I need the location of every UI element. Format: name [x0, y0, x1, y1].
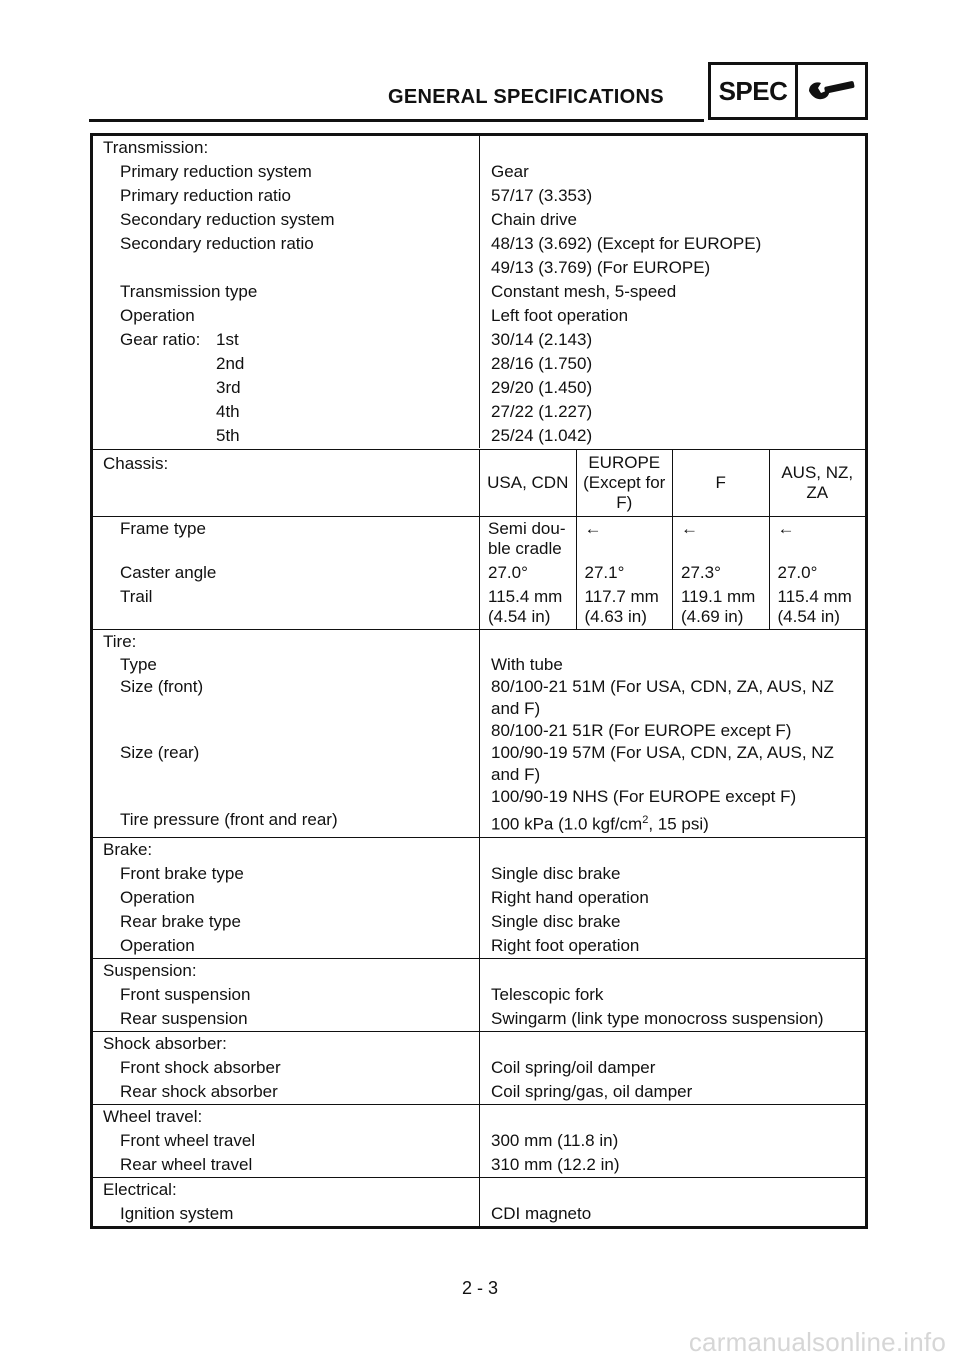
spec-label: Operation — [93, 934, 480, 958]
spec-label: Rear shock absorber — [93, 1080, 480, 1104]
spec-label: Frame type — [93, 517, 480, 561]
spec-label: Front suspension — [93, 983, 480, 1007]
section-heading: Transmission: — [93, 136, 480, 160]
section-heading: Wheel travel: — [93, 1105, 480, 1129]
page-number: 2 - 3 — [461, 1278, 499, 1298]
region-column-header: EUROPE (Except for F) — [577, 450, 674, 516]
spec-value: 310 mm (12.2 in) — [491, 1154, 620, 1174]
spec-badge — [708, 62, 868, 120]
spec-label: Front brake type — [93, 862, 480, 886]
header-rule — [89, 119, 704, 122]
gear-value: 25/24 (1.042) — [491, 426, 593, 445]
watermark: carmanualsonline.info — [688, 1327, 946, 1357]
chassis-section — [93, 449, 865, 629]
spec-row — [93, 1129, 865, 1153]
spec-label: Transmission type — [93, 280, 480, 304]
spec-value: Chain drive — [491, 210, 577, 229]
spec-label: Operation — [93, 886, 480, 910]
gear-value: 28/16 (1.750) — [491, 354, 593, 373]
spec-value: 100/90-19 NHS (For EUROPE except F) — [491, 787, 797, 806]
gear-value: 27/22 (1.227) — [491, 402, 593, 421]
chassis-row — [93, 585, 865, 629]
gear-label: 5th — [216, 426, 240, 445]
spec-value: 27.0° — [777, 563, 818, 582]
spec-value: Coil spring/gas, oil damper — [491, 1081, 693, 1101]
gear-value: 30/14 (2.143) — [491, 330, 593, 349]
wheel-travel-section — [93, 1104, 865, 1177]
spec-row — [93, 208, 865, 232]
gear-row — [93, 424, 865, 448]
spec-row — [93, 232, 865, 256]
spec-row — [93, 256, 865, 280]
spec-row — [93, 934, 865, 958]
section-heading-row — [93, 838, 865, 862]
spec-row — [93, 742, 865, 786]
spec-table — [90, 133, 868, 1229]
spec-value: Telescopic fork — [491, 984, 604, 1004]
spec-value: ← — [673, 517, 770, 561]
spec-row — [93, 862, 865, 886]
spec-value: Swingarm (link type monocross suspension) — [491, 1008, 824, 1028]
section-heading-row — [93, 1105, 865, 1129]
spec-value: 57/17 (3.353) — [491, 186, 593, 205]
spec-value: 49/13 (3.769) (For EUROPE) — [491, 258, 711, 277]
spec-row — [93, 910, 865, 934]
transmission-section — [93, 136, 865, 449]
spec-value: ← — [777, 519, 795, 538]
region-column-header: F — [673, 450, 770, 516]
spec-value: Single disc brake — [491, 911, 621, 931]
spec-label: Size (rear) — [93, 742, 480, 786]
spec-value: 115.4 mm (4.54 in) — [777, 587, 852, 626]
spec-row — [93, 280, 865, 304]
section-heading: Chassis: — [93, 450, 480, 516]
section-heading-row — [93, 630, 865, 653]
spec-value: Coil spring/oil damper — [491, 1057, 656, 1077]
spec-row — [93, 184, 865, 208]
region-column-header: AUS, NZ, ZA — [781, 463, 854, 502]
spec-label: Rear brake type — [93, 910, 480, 934]
gear-ratio-label: Gear ratio: — [120, 330, 201, 349]
spec-badge-label: SPEC — [711, 65, 798, 117]
gear-row — [93, 376, 865, 400]
chassis-row — [93, 561, 865, 585]
chassis-header-row — [93, 450, 865, 517]
gear-label: 1st — [216, 330, 239, 349]
spec-value: 27.1° — [577, 561, 674, 585]
gear-label: 3rd — [216, 378, 241, 397]
spec-row — [93, 886, 865, 910]
spec-row — [93, 1007, 865, 1031]
spec-row — [93, 676, 865, 720]
spec-label: Rear wheel travel — [93, 1153, 480, 1177]
gear-label: 2nd — [216, 354, 245, 373]
section-heading: Electrical: — [93, 1178, 480, 1202]
spec-label: Ignition system — [93, 1202, 480, 1226]
gear-value: 29/20 (1.450) — [491, 378, 593, 397]
spec-label: Type — [93, 653, 480, 676]
section-heading-row — [93, 959, 865, 983]
section-heading-row — [93, 1178, 865, 1202]
suspension-section — [93, 958, 865, 1031]
section-heading-row — [93, 136, 865, 160]
spec-label: Size (front) — [93, 676, 480, 720]
tire-section — [93, 629, 865, 837]
spec-value: CDI magneto — [491, 1203, 592, 1223]
spec-value: 27.0° — [480, 561, 577, 585]
spec-row — [93, 1056, 865, 1080]
spec-label: Tire pressure (front and rear) — [93, 808, 480, 837]
spec-label: Operation — [93, 304, 480, 328]
wrench-icon — [798, 65, 865, 117]
spec-value: Right hand operation — [491, 887, 649, 907]
spec-row — [93, 304, 865, 328]
spec-value: Gear — [491, 162, 529, 181]
spec-label: Primary reduction ratio — [93, 184, 480, 208]
chassis-row — [93, 517, 865, 561]
spec-value: Semi dou-ble cradle — [480, 517, 577, 561]
spec-row — [93, 983, 865, 1007]
spec-label: Secondary reduction ratio — [93, 232, 480, 256]
electrical-section — [93, 1177, 865, 1226]
spec-row — [93, 1202, 865, 1226]
spec-label — [93, 720, 480, 742]
gear-row — [93, 328, 865, 352]
spec-value: 117.7 mm (4.63 in) — [577, 585, 674, 629]
shock-absorber-section — [93, 1031, 865, 1104]
gear-row — [93, 352, 865, 376]
gear-label: 4th — [216, 402, 240, 421]
spec-value: 300 mm (11.8 in) — [491, 1130, 619, 1150]
spec-row — [93, 786, 865, 808]
spec-value: Single disc brake — [491, 863, 621, 883]
spec-label: Front shock absorber — [93, 1056, 480, 1080]
spec-value: ← — [577, 517, 674, 561]
page-title: GENERAL SPECIFICATIONS — [388, 86, 664, 108]
spec-row — [93, 808, 865, 837]
spec-row — [93, 653, 865, 676]
spec-value: 80/100-21 51M (For USA, CDN, ZA, AUS, NZ and F) — [491, 677, 834, 718]
spec-label: Front wheel travel — [93, 1129, 480, 1153]
spec-value: 80/100-21 51R (For EUROPE except F) — [491, 721, 792, 740]
spec-value: Left foot operation — [491, 306, 629, 325]
spec-value: With tube — [491, 655, 563, 674]
spec-label: Primary reduction system — [93, 160, 480, 184]
spec-row — [93, 160, 865, 184]
region-column-header: USA, CDN — [480, 450, 577, 516]
section-heading: Tire: — [93, 630, 480, 653]
spec-label — [93, 256, 480, 280]
spec-row — [93, 1080, 865, 1104]
spec-value: 100/90-19 57M (For USA, CDN, ZA, AUS, NZ and F) — [491, 743, 834, 784]
spec-value: 27.3° — [673, 561, 770, 585]
spec-row — [93, 1153, 865, 1177]
spec-label: Secondary reduction system — [93, 208, 480, 232]
gear-row — [93, 400, 865, 424]
section-heading: Suspension: — [93, 959, 480, 983]
spec-value: Right foot operation — [491, 935, 640, 955]
tire-pressure-value: 100 kPa (1.0 kgf/$cm^2$, 15 psi) — [491, 814, 709, 834]
spec-row — [93, 720, 865, 742]
spec-value: 119.1 mm (4.69 in) — [673, 585, 770, 629]
section-heading-row — [93, 1032, 865, 1056]
spec-value: 48/13 (3.692) (Except for EUROPE) — [491, 234, 762, 253]
section-heading: Shock absorber: — [93, 1032, 480, 1056]
spec-label: Rear suspension — [93, 1007, 480, 1031]
spec-value: Constant mesh, 5-speed — [491, 282, 677, 301]
section-heading: Brake: — [93, 838, 480, 862]
spec-value: 115.4 mm (4.54 in) — [480, 585, 577, 629]
spec-label: Trail — [93, 585, 480, 629]
spec-label: Caster angle — [93, 561, 480, 585]
spec-label — [93, 786, 480, 808]
brake-section — [93, 837, 865, 958]
